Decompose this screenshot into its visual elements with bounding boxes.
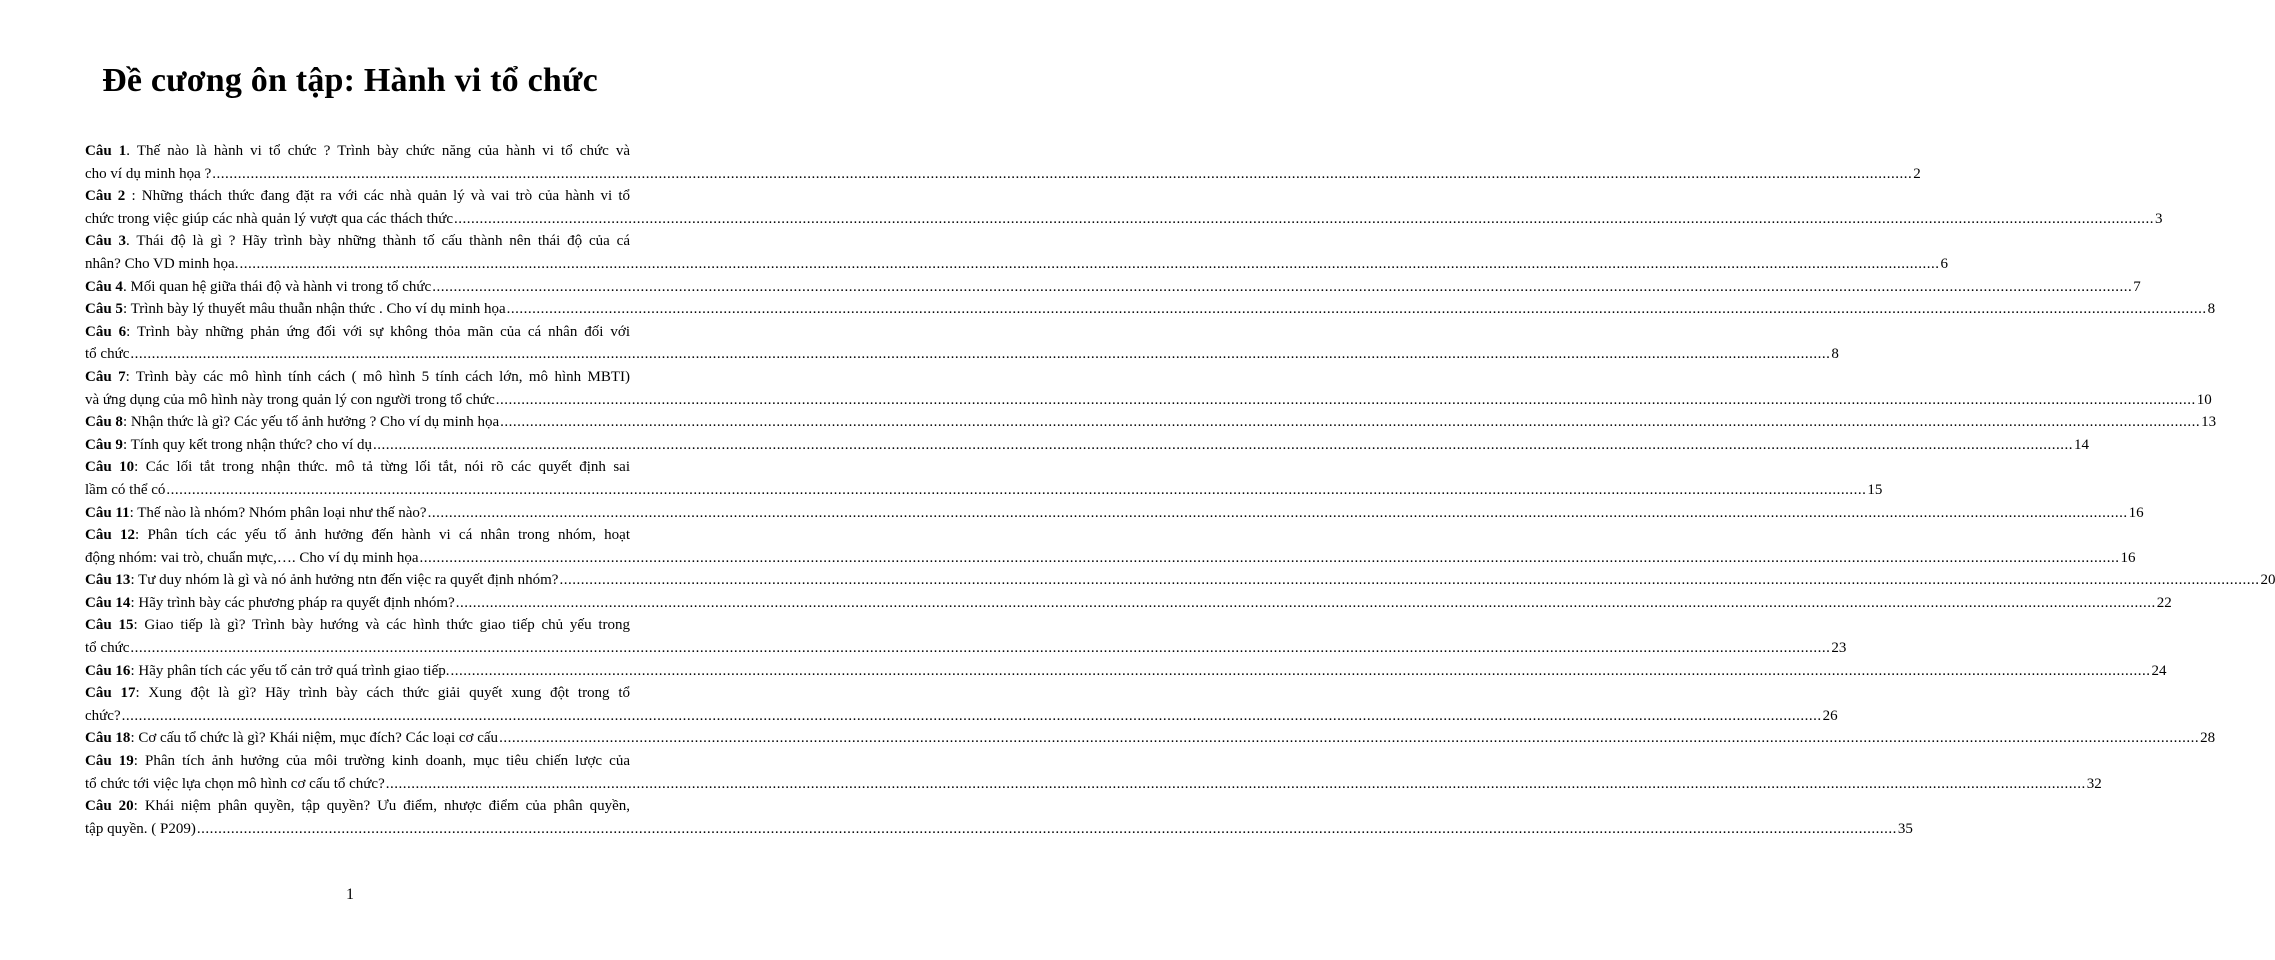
toc-entry-number: Câu 4 (85, 278, 123, 295)
toc-entry[interactable] (85, 795, 1913, 840)
toc-entry-number: Câu 14 (85, 594, 131, 611)
dot-leader: ................................................................................................................................................................................................................................................................................................................................................................................................................ (454, 210, 2155, 227)
toc-entry-number: Câu 18 (85, 730, 131, 747)
toc-page-number: 13 (2201, 414, 2217, 431)
toc-entry-number: Câu 10 (85, 459, 135, 476)
table-of-contents (85, 140, 2275, 840)
dot-leader: ................................................................................................................................................................................................................................................................................................................................................................................................................ (559, 572, 2260, 589)
toc-entry-number: Câu 7 (85, 368, 126, 385)
toc-entry-text: động nhóm: vai trò, chuẩn mực,…. Cho ví dụ minh họa (85, 549, 419, 566)
toc-entry-text: : Cơ cấu tổ chức là gì? Khái niệm, mục đích? Các loại cơ cấu (130, 730, 499, 747)
toc-entry[interactable] (85, 230, 1948, 275)
toc-page-number: 6 (1940, 255, 1948, 272)
toc-page-number: 8 (1831, 346, 1839, 363)
toc-entry[interactable] (85, 727, 2216, 750)
toc-entry-text: nhân? Cho VD minh họa. (85, 255, 239, 272)
toc-entry-text: : Trình bày lý thuyết mâu thuẫn nhận thức . Cho ví dụ minh họa (122, 301, 506, 318)
toc-entry-text: : Các lối tắt trong nhận thức. mô tả từng lối tắt, nói rõ các quyết định sai (134, 459, 630, 476)
toc-entry-text: : Phân tích ảnh hưởng của môi trường kinh doanh, mục tiêu chiến lược của (133, 753, 630, 770)
toc-page-number: 16 (2120, 549, 2136, 566)
toc-entry-number: Câu 2 (85, 188, 126, 205)
toc-entry[interactable] (85, 321, 1839, 366)
toc-entry-number: Câu 9 (85, 436, 123, 453)
dot-leader: ................................................................................................................................................................................................................................................................................................................................................................................................................ (212, 165, 1913, 182)
dot-leader: ................................................................................................................................................................................................................................................................................................................................................................................................................ (196, 820, 1897, 837)
toc-entry-number: Câu 1 (85, 143, 127, 159)
toc-page-number: 7 (2133, 278, 2141, 295)
toc-entry[interactable] (85, 366, 2212, 411)
toc-entry-text: : Nhận thức là gì? Các yếu tố ảnh hưởng ? Cho ví dụ minh họa (122, 414, 500, 431)
dot-leader: ................................................................................................................................................................................................................................................................................................................................................................................................................ (500, 414, 2201, 431)
toc-page-number: 20 (2260, 572, 2275, 589)
toc-entry[interactable] (85, 502, 2144, 525)
toc-entry-text: chức? (85, 707, 121, 724)
dot-leader: ................................................................................................................................................................................................................................................................................................................................................................................................................ (455, 594, 2156, 611)
toc-entry-text: : Xung đột là gì? Hãy trình bày cách thức giải quyết xung đột trong tổ (135, 685, 630, 702)
toc-page-number: 23 (1831, 640, 1847, 657)
toc-entry-text: : Tính quy kết trong nhận thức? cho ví dụ (122, 436, 372, 453)
toc-entry[interactable] (85, 411, 2217, 434)
toc-entry-text: tổ chức (85, 346, 130, 363)
toc-entry-text: : Thế nào là nhóm? Nhóm phân loại như thế nào? (129, 504, 427, 521)
toc-entry[interactable] (85, 140, 1921, 185)
toc-page-number: 32 (2086, 775, 2102, 792)
toc-entry-text: : Khái niệm phân quyền, tập quyền? Ưu điểm, nhược điểm của phân quyền, (133, 798, 630, 815)
toc-entry[interactable] (85, 592, 2172, 615)
toc-entry-number: Câu 5 (85, 301, 123, 318)
toc-entry[interactable] (85, 434, 2089, 457)
toc-page-number: 2 (1913, 165, 1921, 182)
dot-leader: ................................................................................................................................................................................................................................................................................................................................................................................................................ (419, 549, 2120, 566)
toc-entry-text: : Trình bày các mô hình tính cách ( mô hình 5 tính cách lớn, mô hình MBTI) (125, 368, 630, 385)
toc-page-number: 22 (2156, 594, 2172, 611)
dot-leader: ................................................................................................................................................................................................................................................................................................................................................................................................................ (506, 301, 2207, 318)
page-number: 1 (346, 886, 354, 903)
toc-entry-text: tổ chức tới việc lựa chọn mô hình cơ cấu tổ chức? (85, 775, 385, 792)
toc-entry-number: Câu 20 (85, 798, 134, 815)
toc-entry-number: Câu 8 (85, 414, 123, 431)
dot-leader: ................................................................................................................................................................................................................................................................................................................................................................................................................ (130, 640, 1831, 657)
dot-leader: ................................................................................................................................................................................................................................................................................................................................................................................................................ (495, 391, 2196, 408)
dot-leader: ................................................................................................................................................................................................................................................................................................................................................................................................................ (385, 775, 2086, 792)
toc-entry-text: và ứng dụng của mô hình này trong quản lý con người trong tổ chức (85, 391, 495, 408)
toc-entry-text: : Tư duy nhóm là gì và nó ảnh hưởng ntn đến việc ra quyết định nhóm? (130, 572, 559, 589)
toc-entry-text: : Những thách thức đang đặt ra với các nhà quản lý và vai trò của hành vi tổ (125, 188, 630, 205)
toc-page-number: 8 (2207, 301, 2216, 318)
toc-entry-text: tổ chức (85, 640, 130, 657)
toc-page-number: 10 (2196, 391, 2212, 408)
dot-leader: ................................................................................................................................................................................................................................................................................................................................................................................................................ (432, 278, 2133, 295)
toc-page-number: 3 (2155, 210, 2163, 227)
dot-leader: ................................................................................................................................................................................................................................................................................................................................................................................................................ (130, 346, 1831, 363)
dot-leader: ................................................................................................................................................................................................................................................................................................................................................................................................................ (166, 481, 1867, 498)
toc-entry-text: : Giao tiếp là gì? Trình bày hướng và các hình thức giao tiếp chủ yếu trong (133, 617, 630, 634)
toc-entry-text: : Phân tích các yếu tố ảnh hưởng đến hành vi cá nhân trong nhóm, hoạt (134, 527, 630, 544)
toc-entry[interactable] (85, 524, 2136, 569)
toc-entry-text: : Trình bày những phản ứng đối với sự không thỏa mãn của cá nhân đối với (126, 323, 630, 340)
toc-entry-text: . Thái độ là gì ? Hãy trình bày những thành tố cấu thành nên thái độ của cá (126, 233, 630, 250)
toc-entry-text: . Thế nào là hành vi tổ chức ? Trình bày chức năng của hành vi tổ chức và (126, 143, 631, 159)
toc-page-number: 14 (2074, 436, 2089, 453)
dot-leader: ................................................................................................................................................................................................................................................................................................................................................................................................................ (373, 436, 2073, 453)
toc-entry-number: Câu 6 (85, 323, 127, 340)
dot-leader: ................................................................................................................................................................................................................................................................................................................................................................................................................ (239, 255, 1940, 272)
dot-leader: ................................................................................................................................................................................................................................................................................................................................................................................................................ (121, 707, 1822, 724)
toc-entry-number: Câu 12 (85, 527, 135, 544)
toc-entry-text: tập quyền. ( P209) (85, 820, 196, 837)
toc-entry-text: : Hãy phân tích các yếu tố cản trở quá trình giao tiếp. (130, 662, 450, 679)
dot-leader: ................................................................................................................................................................................................................................................................................................................................................................................................................ (499, 730, 2200, 747)
toc-entry[interactable] (85, 660, 2167, 683)
toc-entry-text: : Hãy trình bày các phương pháp ra quyết định nhóm? (130, 594, 455, 611)
toc-entry-number: Câu 3 (85, 233, 127, 250)
toc-entry[interactable] (85, 682, 1838, 727)
toc-entry[interactable] (85, 298, 2216, 321)
toc-entry-text: . Mối quan hệ giữa thái độ và hành vi trong tổ chức (122, 278, 432, 295)
toc-entry[interactable] (85, 569, 2275, 592)
toc-entry-number: Câu 15 (85, 617, 134, 634)
toc-entry-number: Câu 13 (85, 572, 131, 589)
toc-page-number: 24 (2151, 662, 2167, 679)
toc-entry-number: Câu 16 (85, 662, 131, 679)
toc-entry[interactable] (85, 750, 2102, 795)
toc-entry-number: Câu 19 (85, 753, 134, 770)
toc-page-number: 16 (2128, 504, 2144, 521)
toc-page-number: 26 (1822, 707, 1838, 724)
toc-entry-number: Câu 11 (85, 504, 130, 521)
toc-entry-text: lầm có thể có (85, 481, 166, 498)
toc-entry[interactable] (85, 276, 2141, 299)
toc-entry[interactable] (85, 456, 1883, 501)
toc-entry-text: chức trong việc giúp các nhà quản lý vượt qua các thách thức (85, 210, 454, 227)
toc-entry[interactable] (85, 614, 1847, 659)
toc-entry-text: cho ví dụ minh họa ? (85, 165, 212, 182)
dot-leader: ................................................................................................................................................................................................................................................................................................................................................................................................................ (427, 504, 2128, 521)
toc-entry-number: Câu 17 (85, 685, 136, 702)
dot-leader: ................................................................................................................................................................................................................................................................................................................................................................................................................ (450, 662, 2151, 679)
document-title: Đề cương ôn tập: Hành vi tổ chức (102, 62, 598, 99)
toc-entry[interactable] (85, 185, 2163, 230)
toc-page-number: 28 (2200, 730, 2216, 747)
toc-page-number: 35 (1897, 820, 1913, 837)
toc-page-number: 15 (1867, 481, 1883, 498)
